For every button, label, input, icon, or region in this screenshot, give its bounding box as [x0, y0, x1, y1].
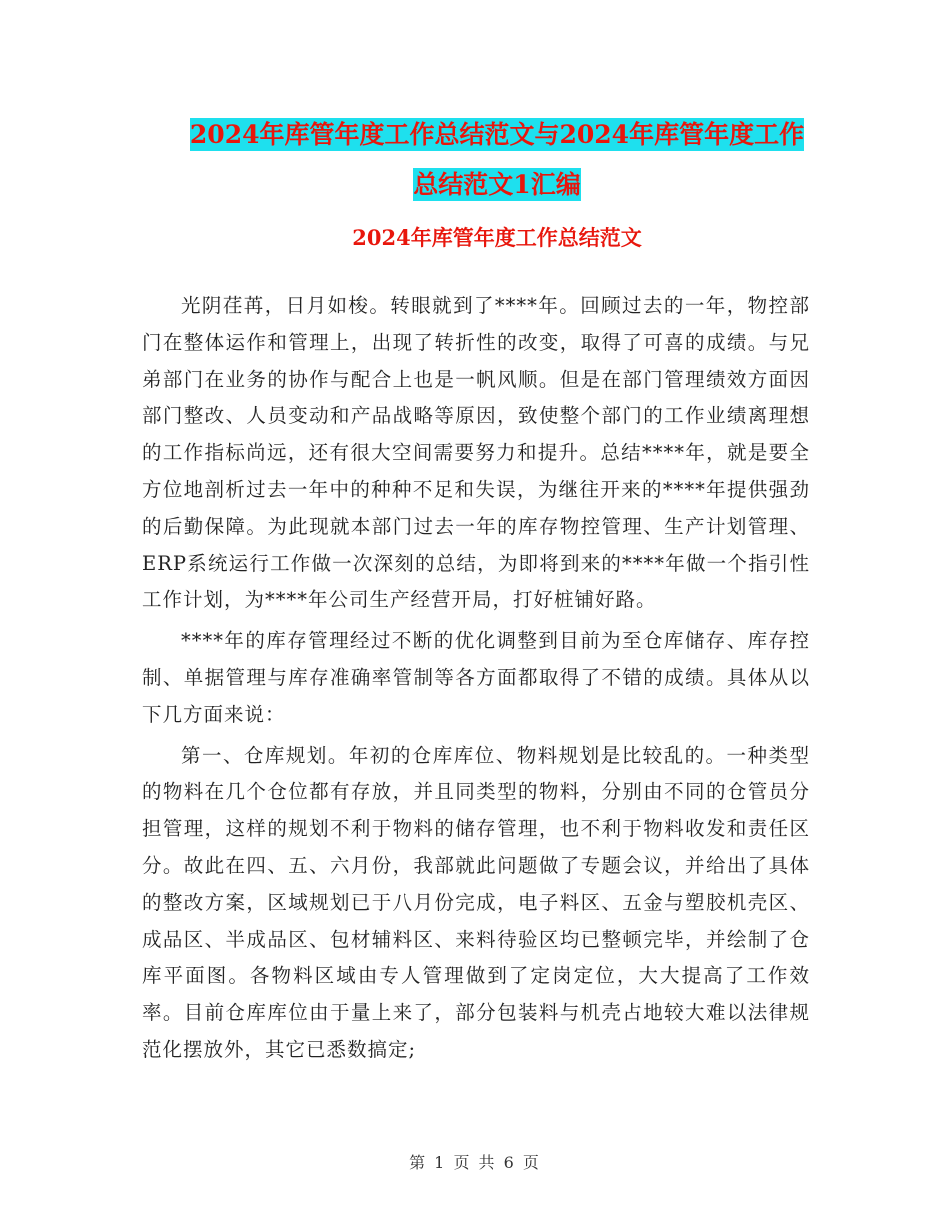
paragraph: ****年的库存管理经过不断的优化调整到目前为至仓库储存、库存控制、单据管理与库存准确率管制等各方面都取得了不错的成绩。具体从以下几方面来说：: [142, 629, 810, 726]
document-title: [142, 110, 852, 210]
document-body: [142, 288, 810, 1073]
document-title-line1: 2024年库管年度工作总结范文与2024年库管年度工作: [189, 120, 805, 149]
paragraph: 第一、仓库规划。年初的仓库库位、物料规划是比较乱的。一种类型的物料在几个仓位都有存放，并且同类型的物料，分别由不同的仓管员分担管理，这样的规划不利于物料的储存管理，也不利于物料收发和责任区分。故此在四、五、六月份，我部就此问题做了专题会议，并给出了具体的整改方案，区域规划已于八月份完成，电子料区、五金与塑胶机壳区、成品区、半成品区、包材辅料区、来料待验区均已整顿完毕，并绘制了仓库平面图。各物料区域由专人管理做到了定岗定位，大大提高了工作效率。目前仓库库位由于量上来了，部分包装料与机壳占地较大难以法律规范化摆放外，其它已悉数搞定;: [142, 743, 810, 1061]
section-title: 2024年库管年度工作总结范文: [352, 225, 642, 250]
page-number-footer: 第 1 页 共 6 页: [409, 1153, 541, 1172]
document-title-line2: 总结范文1汇编: [413, 170, 581, 199]
paragraph: 光阴荏苒，日月如梭。转眼就到了****年。回顾过去的一年，物控部门在整体运作和管理上，出现了转折性的改变，取得了可喜的成绩。与兄弟部门在业务的协作与配合上也是一帆风顺。但是在部门管理绩效方面因部门整改、人员变动和产品战略等原因，致使整个部门的工作业绩离理想的工作指标尚远，还有很大空间需要努力和提升。总结****年，就是要全方位地剖析过去一年中的种种不足和失误，为继往开来的****年提供强劲的后勤保障。为此现就本部门过去一年的库存物控管理、生产计划管理、ERP系统运行工作做一次深刻的总结，为即将到来的****年做一个指引性工作计划，为****年公司生产经营开局，打好桩铺好路。: [142, 294, 810, 612]
